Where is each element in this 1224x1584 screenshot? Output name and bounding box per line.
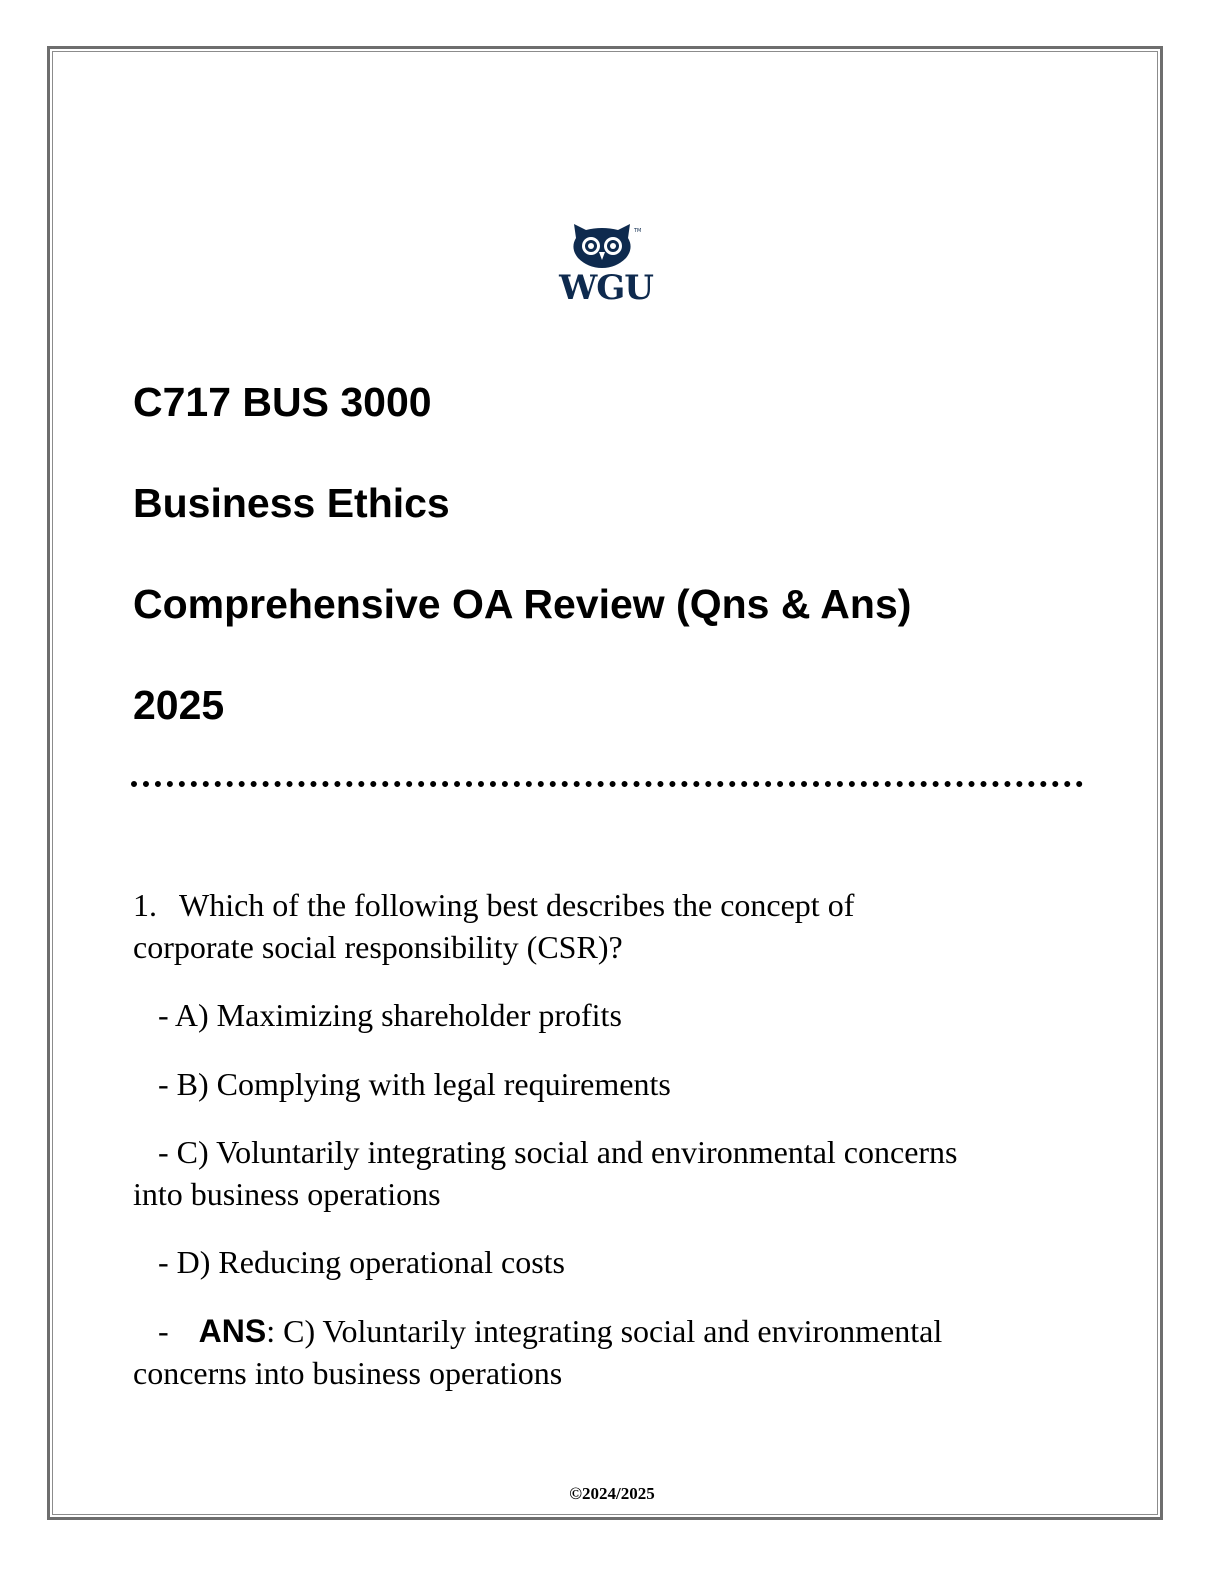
answer-label: ANS — [198, 1313, 267, 1349]
document-subtitle: Comprehensive OA Review (Qns & Ans) — [133, 581, 912, 627]
svg-text:TM: TM — [634, 228, 642, 234]
answer-text-line1: : C) Voluntarily integrating social and environmental — [266, 1313, 943, 1349]
question-stem-line2: corporate social responsibility (CSR)? — [133, 929, 623, 965]
logo-text: WGU — [559, 268, 653, 308]
answer-text-line2: concerns into business operations — [133, 1355, 563, 1391]
question-stem-line1: Which of the following best describes the concept of — [179, 887, 855, 923]
document-year: 2025 — [133, 682, 225, 728]
dotted-divider — [131, 781, 1083, 787]
course-code: C717 BUS 3000 — [133, 379, 432, 425]
wgu-logo — [550, 218, 662, 310]
question-number: 1. — [133, 887, 157, 923]
option-b: - B) Complying with legal requirements — [158, 1066, 671, 1102]
answer-dash: - — [158, 1313, 169, 1349]
option-c — [133, 1131, 1083, 1215]
option-a: - A) Maximizing shareholder profits — [158, 997, 622, 1033]
option-d: - D) Reducing operational costs — [158, 1244, 565, 1280]
course-name: Business Ethics — [133, 480, 450, 526]
answer — [133, 1310, 1083, 1394]
owl-icon — [550, 218, 662, 270]
option-c-line2: into business operations — [133, 1176, 441, 1212]
option-c-line1: - C) Voluntarily integrating social and environmental concerns — [158, 1134, 958, 1170]
question-stem — [133, 884, 1083, 968]
copyright-footer: ©2024/2025 — [569, 1484, 655, 1503]
